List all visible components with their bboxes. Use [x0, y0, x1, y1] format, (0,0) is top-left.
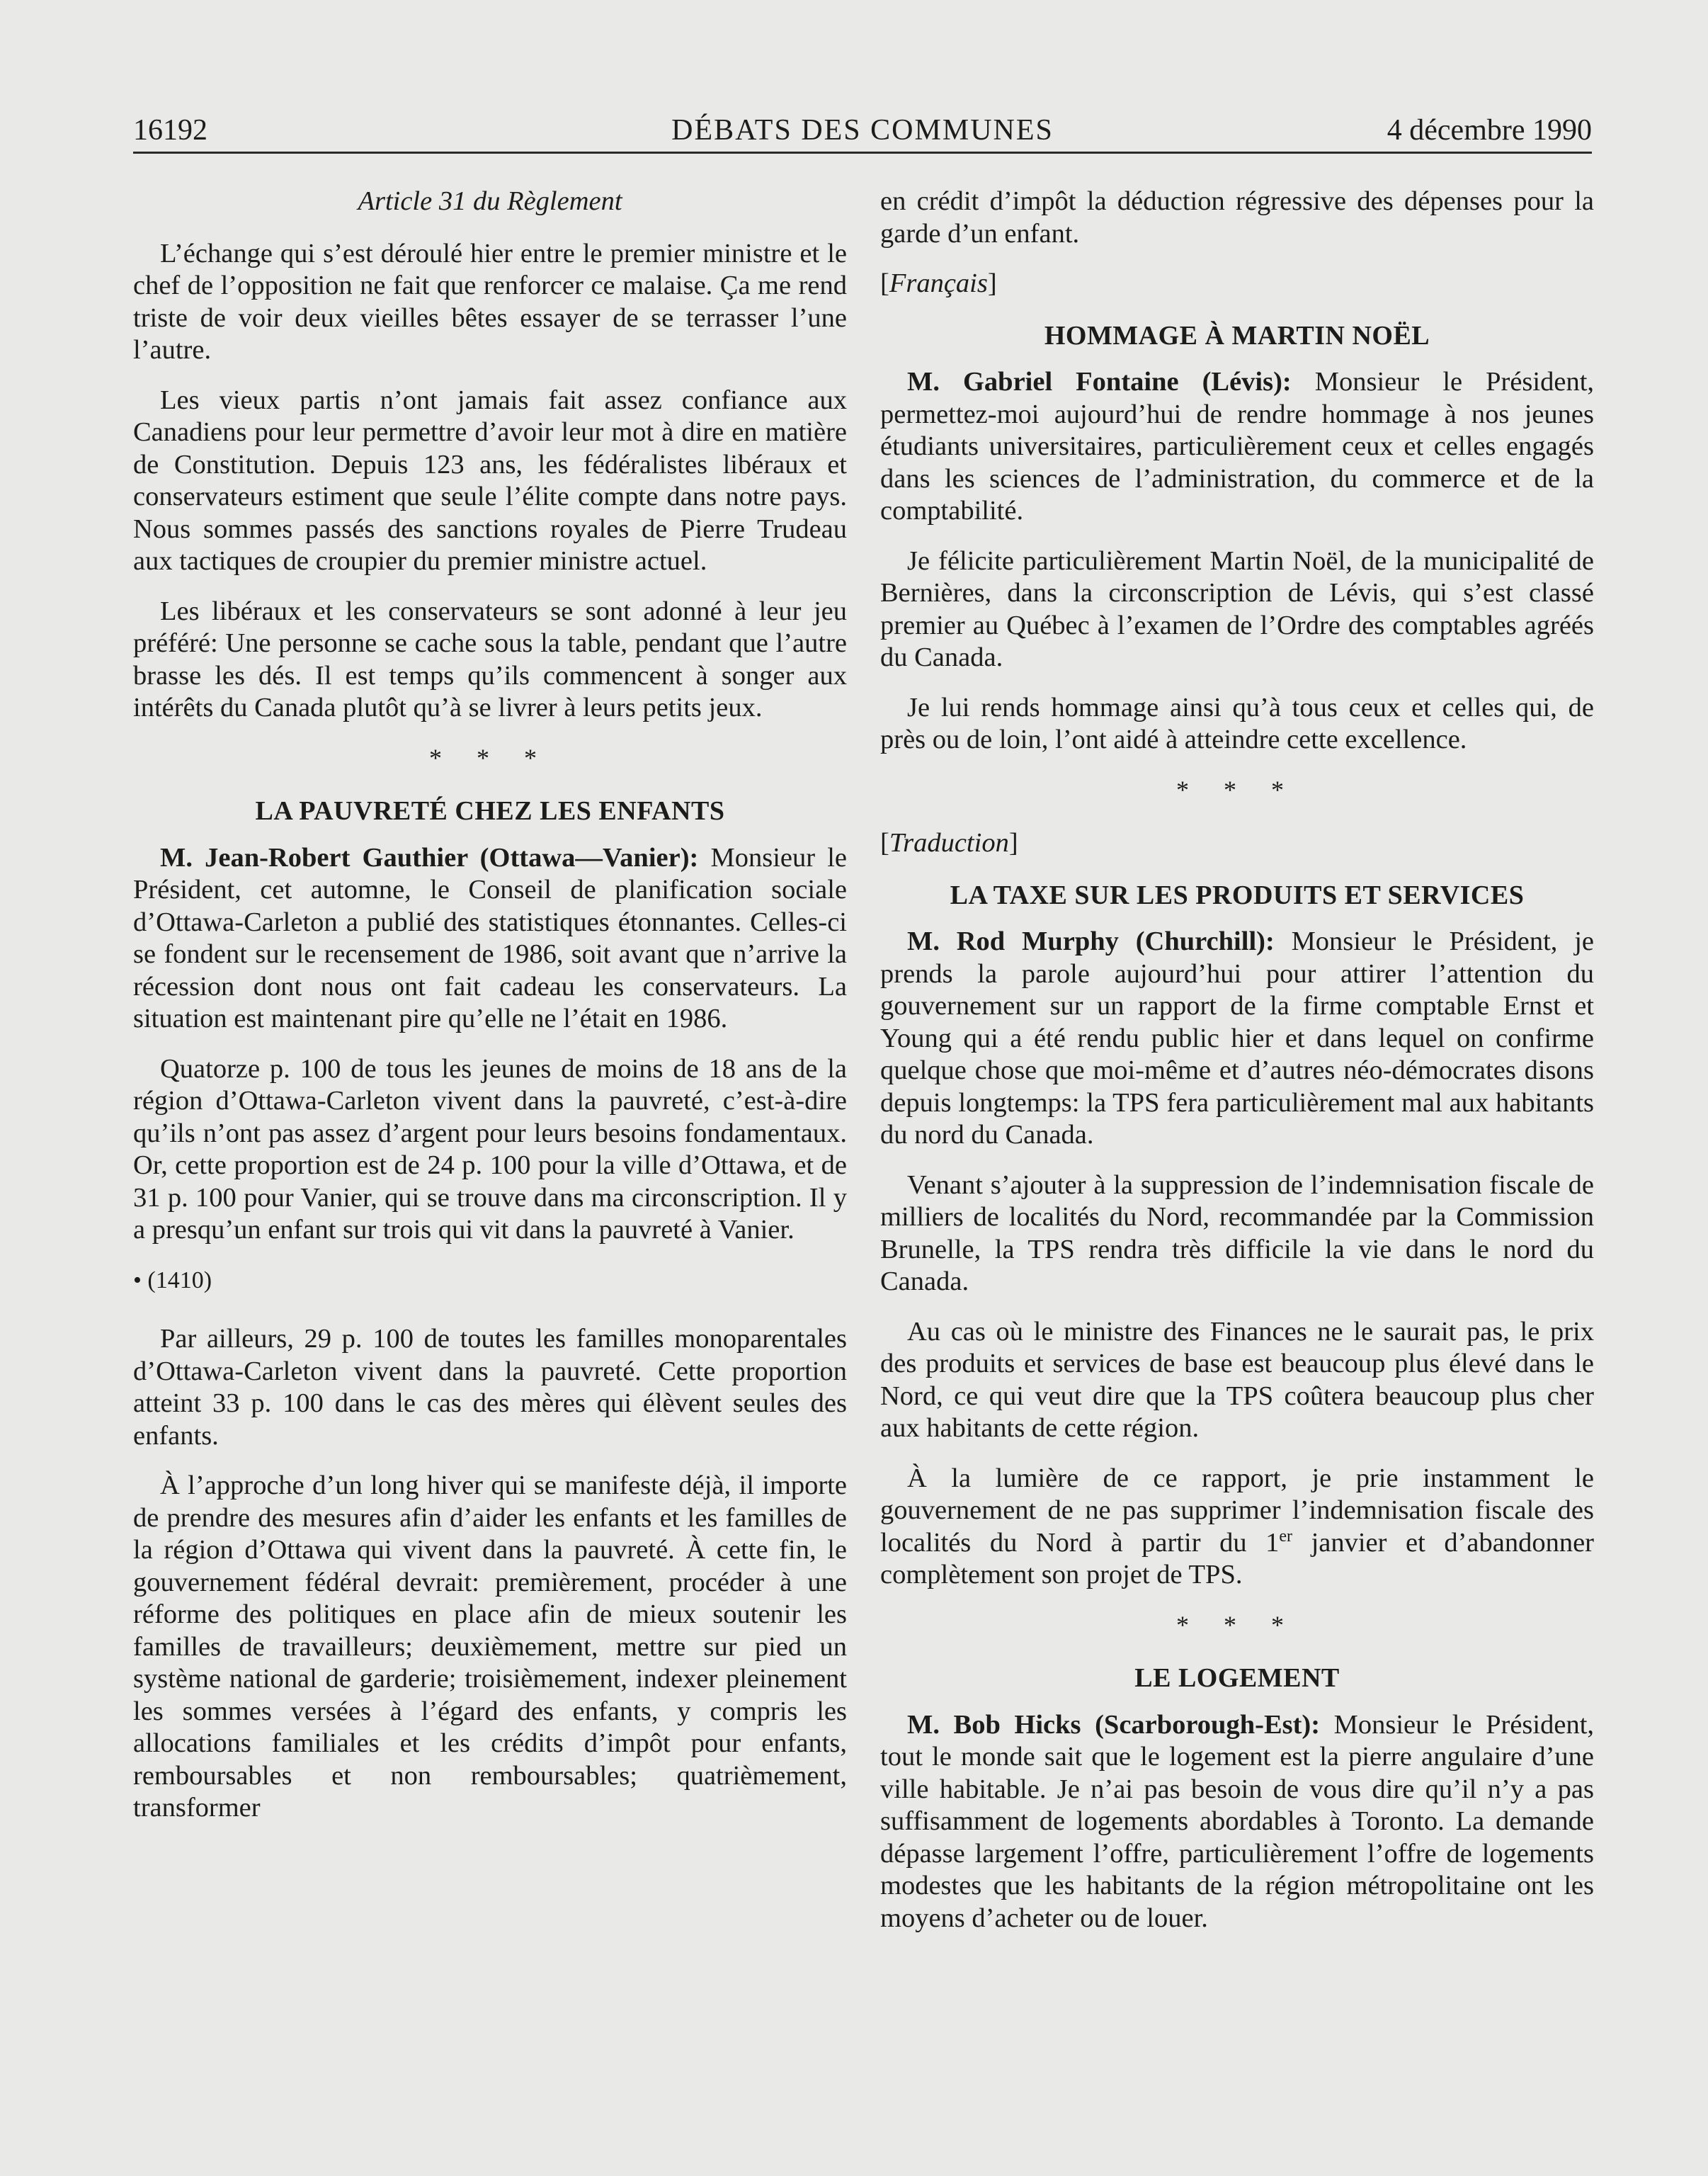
- paragraph: Par ailleurs, 29 p. 100 de toutes les familles monoparentales d’Ottawa-Carleton vivent dans la pauvreté. Cette proportion atteint 33 p. 100 dans le cas des mères qui élèvent seules des enfants.: [133, 1324, 847, 1451]
- paragraph: Les libéraux et les conservateurs se sont adonné à leur jeu préféré: Une personne se cache sous la table, pendant que l’autre brasse les dés. Il est temps qu’ils commencent à songer aux intérêts du Canada plutôt qu’à se livrer à leurs petits jeux.: [133, 596, 847, 722]
- language-label: Français: [889, 268, 988, 298]
- section-rubric: Article 31 du Règlement: [358, 186, 622, 216]
- bracket-open: [: [880, 828, 889, 858]
- time-marker: • (1410): [133, 1266, 212, 1293]
- publication-title: DÉBATS DES COMMUNES: [671, 114, 1054, 147]
- superscript: er: [1279, 1526, 1293, 1546]
- speaker-name: M. Bob Hicks (Scarborough-Est):: [907, 1709, 1321, 1740]
- section-heading: HOMMAGE À MARTIN NOËL: [1044, 320, 1430, 351]
- section-heading: LA TAXE SUR LES PRODUITS ET SERVICES: [950, 880, 1525, 910]
- speaker-name: M. Gabriel Fontaine (Lévis):: [907, 367, 1292, 397]
- paragraph: [880, 1463, 1594, 1592]
- speech-paragraph: [133, 842, 847, 1036]
- page-header: [133, 108, 1592, 154]
- language-tag: [880, 268, 1594, 300]
- language-tag: [880, 827, 1594, 860]
- section-separator: * * *: [429, 743, 551, 772]
- page-number: 16192: [133, 114, 207, 147]
- speaker-name: M. Jean-Robert Gauthier (Ottawa—Vanier):: [160, 842, 699, 873]
- paragraph: en crédit d’impôt la déduction régressive des dépenses pour la garde d’un enfant.: [880, 186, 1594, 249]
- section-heading: LE LOGEMENT: [1134, 1663, 1340, 1693]
- speaker-name: M. Rod Murphy (Churchill):: [907, 926, 1275, 956]
- paragraph: Je lui rends hommage ainsi qu’à tous ceux et celles qui, de près ou de loin, l’ont aidé à atteindre cette excellence.: [880, 692, 1594, 754]
- paragraph: Quatorze p. 100 de tous les jeunes de moins de 18 ans de la région d’Ottawa-Carleton vivent dans la pauvreté, c’est-à-dire qu’ils n’ont pas assez d’argent pour leurs besoins fondamentaux. Or, cette proportion est de 24 p. 100 pour la ville d’Ottawa, et de 31 p. 100 pour Vanier, qui se trouve dans ma circonscription. Il y a presqu’un enfant sur trois qui vit dans la pauvreté à Vanier.: [133, 1053, 847, 1245]
- section-heading: LA PAUVRETÉ CHEZ LES ENFANTS: [255, 796, 725, 826]
- publication-date: 4 décembre 1990: [1387, 114, 1592, 147]
- paragraph: Je félicite particulièrement Martin Noël, de la municipalité de Bernières, dans la circonscription de Lévis, qui s’est classé premier au Québec à l’examen de l’Ordre des comptables agréés du Canada.: [880, 545, 1594, 672]
- section-separator: * * *: [1176, 1610, 1298, 1639]
- section-separator: * * *: [1176, 775, 1298, 804]
- speech-text: Monsieur le Président, cet automne, le Conseil de planification sociale d’Ottawa-Carleton a publié des statistiques étonnantes. Celles-ci se fondent sur le recensement de 1986, soit avant que n’arrive la récession dont nous ont fait cadeau les conservateurs. La situation est maintenant pire qu’elle ne l’était en 1986.: [133, 842, 847, 1033]
- speech-paragraph: [880, 1709, 1594, 1935]
- speech-text: Monsieur le Président, je prends la parole aujourd’hui pour attirer l’attention du gouvernement sur un rapport de la firme comptable Ernst et Young qui a été rendu public hier et dans lequel on confirme quelque chose que moi-même et d’autres néo-démocrates disons depuis longtemps: la TPS fera particulièrement mal aux habitants du nord du Canada.: [880, 926, 1594, 1150]
- bracket-close: ]: [1008, 828, 1018, 858]
- speech-text: Monsieur le Président, permettez-moi aujourd’hui de rendre hommage à nos jeunes étudiants universitaires, particulièrement ceux et celles engagés dans les sciences de l’administration, du commerce et de la comptabilité.: [880, 367, 1595, 526]
- speech-paragraph: [880, 926, 1594, 1152]
- language-label: Traduction: [889, 828, 1009, 858]
- speech-paragraph: [880, 366, 1594, 528]
- paragraph: Les vieux partis n’ont jamais fait assez confiance aux Canadiens pour leur permettre d’avoir leur mot à dire en matière de Constitution. Depuis 123 ans, les fédéralistes libéraux et conservateurs estiment que seule l’élite compte dans notre pays. Nous sommes passés des sanctions royales de Pierre Trudeau aux tactiques de croupier du premier ministre actuel.: [133, 385, 847, 576]
- paragraph: L’échange qui s’est déroulé hier entre le premier ministre et le chef de l’opposition ne fait que renforcer ce malaise. Ça me rend triste de voir deux vieilles bêtes essayer de se terrasser l’une l’autre.: [133, 238, 847, 365]
- left-column: [133, 186, 847, 1842]
- bracket-close: ]: [987, 268, 997, 298]
- paragraph: À l’approche d’un long hiver qui se manifeste déjà, il importe de prendre des mesures afin d’aider les enfants et les familles de la région d’Ottawa qui vivent dans la pauvreté. À cette fin, le gouvernement fédéral devrait: premièrement, procéder à une réforme des politiques en place afin de mieux soutenir les familles de travailleurs; deuxièmement, mettre sur pied un système national de garderie; troisièmement, indexer pleinement les sommes versées à l’égard des enfants, y compris les allocations familiales et les crédits d’impôt pour enfants, remboursables et non remboursables; quatrièmement, transformer: [133, 1470, 847, 1823]
- paragraph: Venant s’ajouter à la suppression de l’indemnisation fiscale de milliers de localités du Nord, recommandée par la Commission Brunelle, la TPS rendra très difficile la vie dans le nord du Canada.: [880, 1169, 1594, 1296]
- right-column: [880, 186, 1594, 1952]
- text-run: janvier et d’abandonner complètement son projet de TPS.: [880, 1527, 1594, 1590]
- paragraph: Au cas où le ministre des Finances ne le saurait pas, le prix des produits et services de base est beaucoup plus élevé dans le Nord, ce qui veut dire que la TPS coûtera beaucoup plus cher aux habitants de cette région.: [880, 1316, 1594, 1443]
- speech-text: Monsieur le Président, tout le monde sait que le logement est la pierre angulaire d’une ville habitable. Je n’ai pas besoin de vous dire qu’il n’y a pas suffisamment de logements abordables à Toronto. La demande dépasse largement l’offre, particulièrement l’offre de logements modestes que les habitants de la région métropolitaine ont les moyens d’acheter ou de louer.: [880, 1709, 1595, 1933]
- bracket-open: [: [880, 268, 889, 298]
- text-run: À la lumière de ce rapport, je prie instamment le gouvernement de ne pas supprimer l’indemnisation fiscale des localités du Nord à partir du 1: [880, 1463, 1594, 1558]
